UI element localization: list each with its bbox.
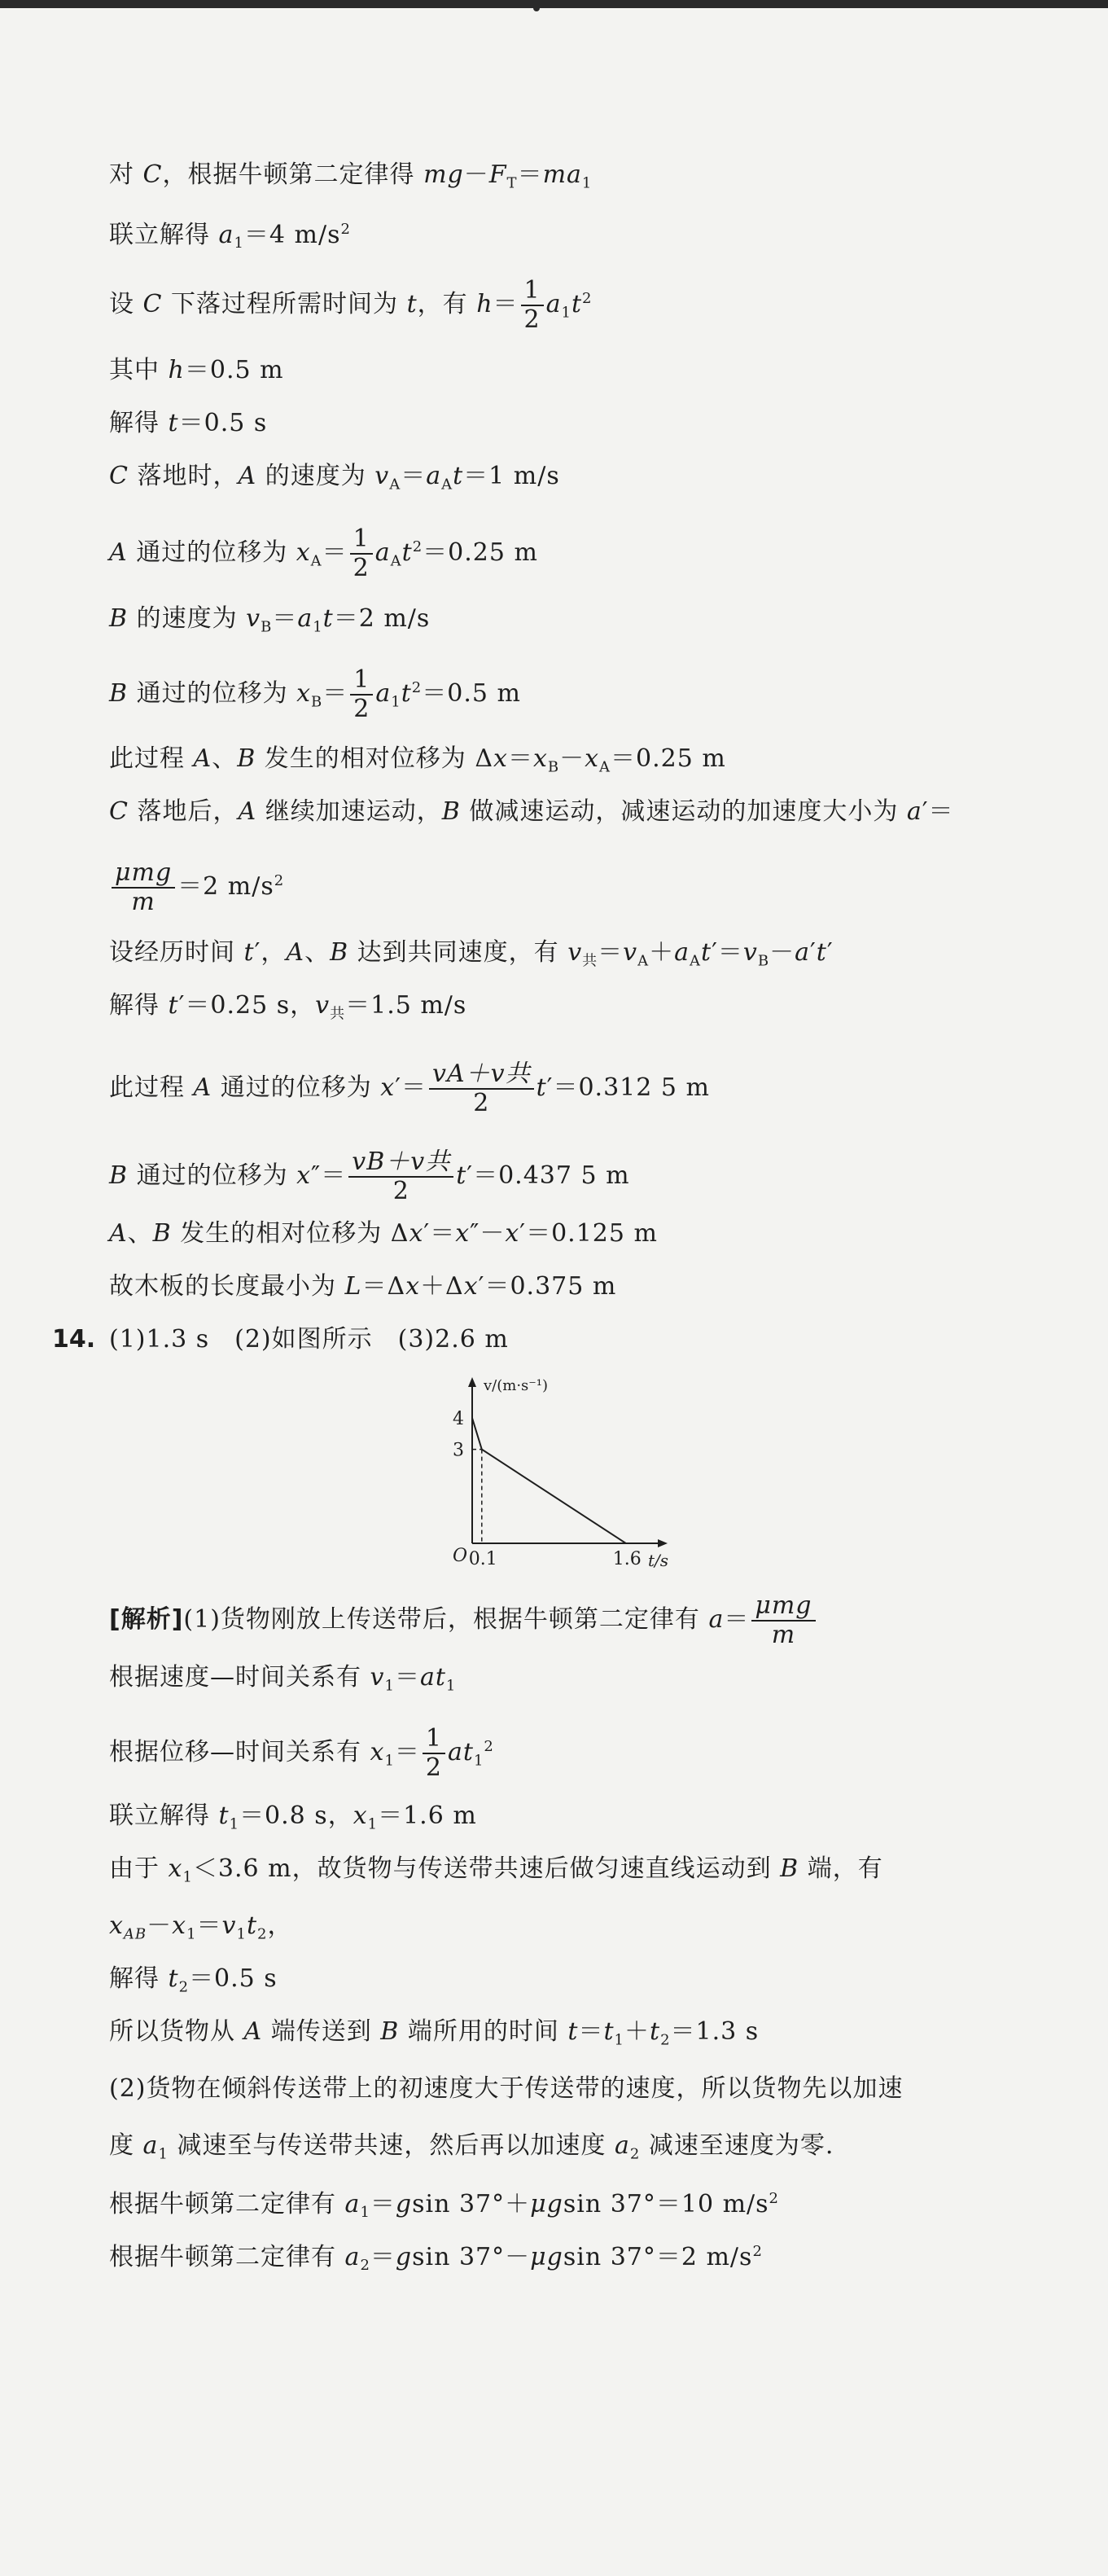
analysis-line: (2)货物在倾斜传送带上的初速度大于传送带的速度，所以货物先以加速 (109, 2074, 904, 2103)
velocity-time-graph (423, 1372, 700, 1568)
x-axis-label: t/s (648, 1551, 669, 1568)
top-border (0, 0, 1108, 8)
text-line: C 落地时，A 的速度为 $v_A=a_At=1$ m/s (109, 462, 560, 494)
y-axis-label: v/(m·s⁻¹) (484, 1377, 549, 1394)
text-line: A 通过的位移为 $x_A=$ $\frac{1}{2}$ $a_At^2=0.25$ m (109, 524, 538, 582)
text-line: 故木板的长度最小为 L＝Δx＋Δx′＝0.375 m (109, 1272, 617, 1301)
analysis-line: 由于 $x_1<3.6$ m，故货物与传送带共速后做匀速直线运动到 B 端，有 (109, 1854, 883, 1886)
fraction: $\frac{1}{2}$ (350, 525, 373, 582)
analysis-line: 根据牛顿第二定律有 $a_1=gsin$ 37°＋μgsin 37°＝10 $m/s^2$ (109, 2189, 779, 2222)
text-line: 其中 h＝0.5 m (109, 356, 284, 384)
fraction: $\frac{\text{μmg}}{m}$ (751, 1592, 815, 1649)
fraction: $\frac{1}{2}$ (521, 277, 544, 334)
analysis-line: [解析](1)货物刚放上传送带后，根据牛顿第二定律有 a＝ $\frac{\text{μmg}}{m}$ (109, 1592, 818, 1649)
y-axis-arrow (468, 1377, 476, 1387)
text-line: $\frac{\text{μmg}}{m}$ ＝2 $m/s^2$ (109, 859, 284, 916)
x-axis-arrow (658, 1539, 668, 1547)
y-tick-label: 4 (453, 1409, 464, 1430)
text-line: C 落地后，A 继续加速运动，B 做减速运动，减速运动的加速度大小为 a′＝ (109, 797, 954, 826)
text-line: A、B 发生的相对位移为 Δx′＝x″－x′＝0.125 m (109, 1219, 658, 1248)
fraction: $\frac{1}{2}$ (350, 666, 373, 723)
analysis-line: 联立解得 $t_1=0.8$ s，$x_1=1.6$ m (109, 1801, 477, 1833)
text-line: 设 C 下落过程所需时间为 t，有 h＝ $\frac{1}{2}$ $a_1t^2$ (109, 276, 593, 334)
text-line: B 通过的位移为 $x_B=$ $\frac{1}{2}$ $a_1t^2=0.5$ m (109, 665, 521, 723)
text-line: 设经历时间 t′，A、B 达到共同速度，有 $v_共=v_A+a_At'=v_B-a't'$ (109, 938, 834, 970)
fraction: $\frac{\text{vA＋v共}}{2}$ (429, 1060, 534, 1117)
text-line: 联立解得 $a_1=4$ $m/s^2$ (109, 220, 351, 252)
fraction: $\frac{\text{vB＋v共}}{2}$ (348, 1148, 453, 1205)
x-tick-label: 1.6 (612, 1549, 642, 1568)
velocity-series-line (472, 1418, 626, 1543)
question-number: 14. (52, 1325, 96, 1354)
y-tick-label: 3 (453, 1440, 464, 1461)
analysis-line: 度 $a_1$ 减速至与传送带共速，然后再以加速度 $a_2$ 减速至速度为零. (109, 2131, 834, 2163)
fraction: $\frac{\text{μmg}}{m}$ (112, 859, 175, 916)
analysis-line: 根据位移—时间关系有 $x_1=$ $\frac{1}{2}$ $at_1^2$ (109, 1724, 494, 1782)
text-line: 此过程 A、B 发生的相对位移为 $\Delta x=x_B-x_A=0.25$ m (109, 744, 726, 776)
text-line: 对 C，根据牛顿第二定律得 $mg-F_T=ma_1$ (109, 160, 593, 192)
analysis-line: 根据速度—时间关系有 $v_1=at_1$ (109, 1663, 457, 1695)
text-line: 解得 t＝0.5 s (109, 409, 268, 437)
origin-label: O (453, 1546, 468, 1566)
text-line: B 的速度为 $v_B=a_1t=2$ m/s (109, 604, 431, 636)
analysis-line: 所以货物从 A 端传送到 B 端所用的时间 $t=t_1+t_2=1.3$ s (109, 2017, 760, 2049)
analysis-line: $x_{AB}-x_1=v_1t_2$， (109, 1911, 293, 1943)
top-border-notch (533, 7, 540, 11)
analysis-line: 根据牛顿第二定律有 $a_2=gsin$ 37°－μgsin 37°＝2 $m/s^2$ (109, 2242, 763, 2275)
fraction: $\frac{1}{2}$ (423, 1725, 445, 1782)
text-line: 解得 t′＝0.25 s，$v_共=1.5$ m/s (109, 991, 467, 1023)
x-tick-label: 0.1 (468, 1549, 497, 1568)
text-line: 此过程 A 通过的位移为 x′＝ $\frac{\text{vA＋v共}}{2}$ t′＝0.312 5 m (109, 1060, 710, 1117)
question-answer: (1)1.3 s (2)如图所示 (3)2.6 m (109, 1325, 509, 1354)
analysis-line: 解得 $t_2=0.5$ s (109, 1964, 278, 1996)
text-line: B 通过的位移为 x″＝ $\frac{\text{vB＋v共}}{2}$ t′＝0.437 5 m (109, 1148, 630, 1205)
